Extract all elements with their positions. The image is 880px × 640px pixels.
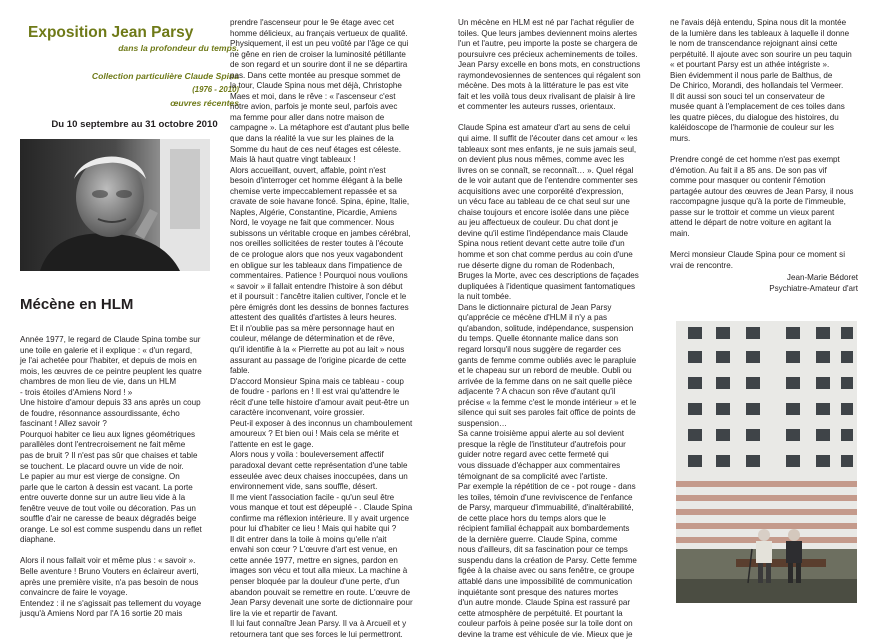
article-column-1: Année 1977, le regard de Claude Spina tombe sur une toile en galerie et il explique : « d'un regard, je l'ai achetée pour l'habiter, et depuis de mois en mois, les œuvres de ce peintre peuplent les quatre chambres de mon lieu de vie, dans un HLM - trois étoiles d'Amiens Nord ! » Une histoire d'amour depuis 33 ans après un coup de foudre, résonnance assourdissante, écho fascinant ! Allez savoir ? Pourquoi habiter ce lieu aux lignes géométriques parallèles dont l'entrecroisement ne fait même pas de bruit ? Il n'est pas sûr que chaises et table se touchent. Le placard ouvre un vide de noir. Le papier au mur est vierge de consigne. On parle que le carton à dessin est vacant. La porte entre ouverte donne sur un autre lieu vide à la fenêtre veuve de tout voile ou décoration. Pas un souffle d'air ne caresse de beaux dégradés beige orange. Le sol est comme suspendu dans un reflet diaphane. Alors il nous fallait voir et même plus : « savoir ». Belle aventure ! Bruno Vouters en éclaireur averti, après une première visite, n'a pas besoin de nous convaincre de faire le voyage. Entendez : il ne s'agissait pas tellement du voyage jusqu'à Amiens Nord par l'A 16 sortie 20 mais (20, 335, 202, 619)
article-column-2: prendre l'ascenseur pour le 9e étage avec cet homme délicieux, au français vertueux de qualité. Physiquement, il est un peu voûté par l'âge ce qui ne gêne en rien de croiser la luminosité pétillante de son regard et un sourire dont il ne se départira pas. Dans cette montée au presque sommet de la tour, Claude Spina nous met déjà, Christophe Maes et moi, dans le rêve : « l'ascenseur c'est notre avion, parfois je monte seul, parfois avec ma femme pour aller dans notre maison de campagne ». La métaphore est d'autant plus belle que dans la réalité la vue sur les plaines de la Somme du haut de ces neuf étages est céleste. Mais là haut quatre vingt tableaux ! Alors accueillant, ouvert, affable, point n'est besoin d'interroger cet homme élégant à la belle chemise verte impeccablement repassée et sa cravate de soie havane foncé. Spina, épine, Italie, Naples, Algérie, Constantine, Picardie, Amiens Nord, le voyage ne fait que commencer. Nous subissons un véritable croque en jambes cérébral, nos oreilles sollicitées de rester toutes à l'écoute de ce prologue alors que nos yeux vagabondent en obligue sur les tableaux dans l'impatience de commentaires. Patience ! Pourquoi nous voulions « savoir » il fallait entendre l'histoire à son début et il poursuit : l'ancêtre italien cultiver, l'oncle et le père émigrés dont les dessins de bonnes factures attestent des qualités d'artistes à leurs heures. Et il n'oublie pas sa mère personnage haut en couleur, mélange de détermination et de rêve, qu'il identifie à la « Pierrette au pot au lait » nous assurant au passage de l'origine picarde de cette fable. D'accord Monsieur Spina mais ce tableau - coup de foudre - parlons en ! Il est vrai qu'attendre le récit d'une telle histoire d'amour avait peut-être un caractère inconvenant, voire grossier. Peut-il exposer à des inconnus un chambouIement amoureux ? Et bien oui ! Mais cela se mérite et l'attente en est le gage. Alors nous y voila : bouleversement affectif paradoxal devant cette représentation d'une table esseulée avec deux chaises inoccupées, dans un environnement vide, sans souffle, désert. Il me vient l'association facile - qu'un seul être vous manque et tout est dépeuplé - . Claude Spina confirme ma réflexion intérieure. Il y avait urgence pour lui d'habiter ce lieu ! Mais qui habite qui ? Il dit entrer dans la toile à moins qu'elle n'ait envahi son cœur ? L'œuvre d'art est venue, en cette année 1977, mettre en signes, pardon en images son vécu et tout alla mieux. La machine à penser bloquée par la douleur d'une perte, d'un abandon pouvait se remettre en route. L'œuvre de Jean Parsy devenait une sorte de dictionnaire pour lire la vie et repartir de l'avant. Il lui faut connaître Jean Parsy. Il va à Arcueil et y retournera tant que ses forces le lui permettront. (230, 18, 413, 639)
exhibition-title: Exposition Jean Parsy (28, 24, 194, 41)
author-name: Jean-Marie Bédoret (786, 273, 858, 282)
collection-works: œuvres récentes (170, 98, 239, 108)
exhibition-dates: Du 10 septembre au 31 octobre 2010 (51, 119, 218, 130)
collection-name: Collection particulière Claude Spina (91, 71, 239, 81)
article-column-4: ne l'avais déjà entendu, Spina nous dit la montée de la lumière dans les tableaux à laquelle il donne le nom de transcendance rejoignant ainsi cette perpétuité. Il ajoute avec son sourire un peu taquin « et pourtant Parsy est un athée intégriste ». Bien évidemment il nous parle de Balthus, de De Chirico, Morandi, des hollandais tel Vermeer. Il dit aussi son souci tel un conservateur de musée quant à l'emplacement de ces toiles dans les quatre pièces, du dialogue des histoires, du kaléidoscope de l'harmonie de couleur sur les murs. Prendre congé de cet homme n'est pas exempt d'émotion. Au fait il a 85 ans. De son pas vif comme pour masquer ou contenir l'émotion partagée autour des œuvres de Jean Parsy, il nous raccompagne jusque qu'à la porte de l'immeuble, passe sur le trottoir et comme un vieux parent attend le départ de notre voiture en agitant la main. Merci monsieur Claude Spina pour ce moment si vrai de rencontre. (670, 18, 854, 270)
exhibition-subtitle: dans la profondeur du temps. (118, 43, 239, 53)
section-title: Mécène en HLM (20, 296, 134, 313)
author-role: Psychiatre-Amateur d'art (769, 284, 858, 293)
portrait-photo (20, 139, 210, 271)
collection-years: (1976 - 2010) (192, 85, 239, 94)
building-photo (676, 321, 857, 603)
article-column-3: Un mécène en HLM est né par l'achat régulier de toiles. Que leurs jambes deviennent moins alertes l'un et l'autre, peu importe la poste se chargera de poursuivre ces précieux acheminements de toiles. Jean Parsy excelle en bons mots, en constructions raymondevosiennes de sentences qui régalent son mécène. Des mots à la littérature le pas est vite fait et les voilà tous deux rivalisant de plaisir à lire et commenter les auteurs russes, orientaux. Claude Spina est amateur d'art au sens de celui qui aime. Il suffit de l'écouter dans cet amour « les tableaux sont mes enfants, je ne suis jamais seul, on devient plus nous mêmes, comme avec les livres on se connaît, se reconnaît… ». Quel régal de le voir autant que de l'entendre commenter ses acquisitions avec une corporéité d'expression, un vécu face au tableau de ce chat seul sur une chaise toujours et encore isolée dans une pièce au jeu affectueux de couleur. Du chat dont je devine qu'il estime l'indépendance mais Claude Spina nous retient devant cette autre toile d'un homme et son chat comme perdus au coin d'une rue déserte digne du roman de Rodenbach, Bruges la Morte, avec ces descriptions de façades dupliquées à l'identique quasiment fantomatiques la nuit tombée. Dans le dictionnaire pictural de Jean Parsy qu'apprécie ce mécène d'HLM il n'y a pas qu'abandon, solitude, indépendance, suspension du temps. Quelle étonnante malice dans son regard lorsqu'il nous suggère de regarder ces gants de femme comme oubliés avec le parapluie et le chapeau sur un rebord de meuble. Oubli ou arrivée de la femme dans on ne sait quelle pièce adjacente ? A chacun son rêve d'autant qu'il précise « la femme c'est le monde intérieur » et le silence qui suit ses paroles fait office de points de suspension… Sa canne troisième appui alerte au sol devient presque la règle de l'instituteur d'autrefois pour guider notre regard avec cette fermeté qui vous dissuade d'échapper aux commentaires témoignant de sa complicité avec l'artiste. Par exemple la répétition de ce - pot rouge - dans les toiles, témoin d'une reviviscence de l'enfance de Parsy, marqueur d'immuabilité, d'inaltérabilité, de cette place hors du temps alors que le récipient familial échappait aux bombardements de la dernière guerre. Claude Spina, comme nous d'ailleurs, dit sa fascination pour ce temps suspendu dans la création de Parsy. Cette femme figée à la chaise avec ou sans fenêtre, ce groupe attablé dans une impossibilité de communication inquiétante sont presque des natures mortes d'un autre monde. Claude Spina est rassuré par cette atmosphère de perpétuité. Et pourtant la couleur parfois à peine posée sur la toile dont on devine la trame est véhicule de vie. Mieux que je (458, 18, 641, 639)
